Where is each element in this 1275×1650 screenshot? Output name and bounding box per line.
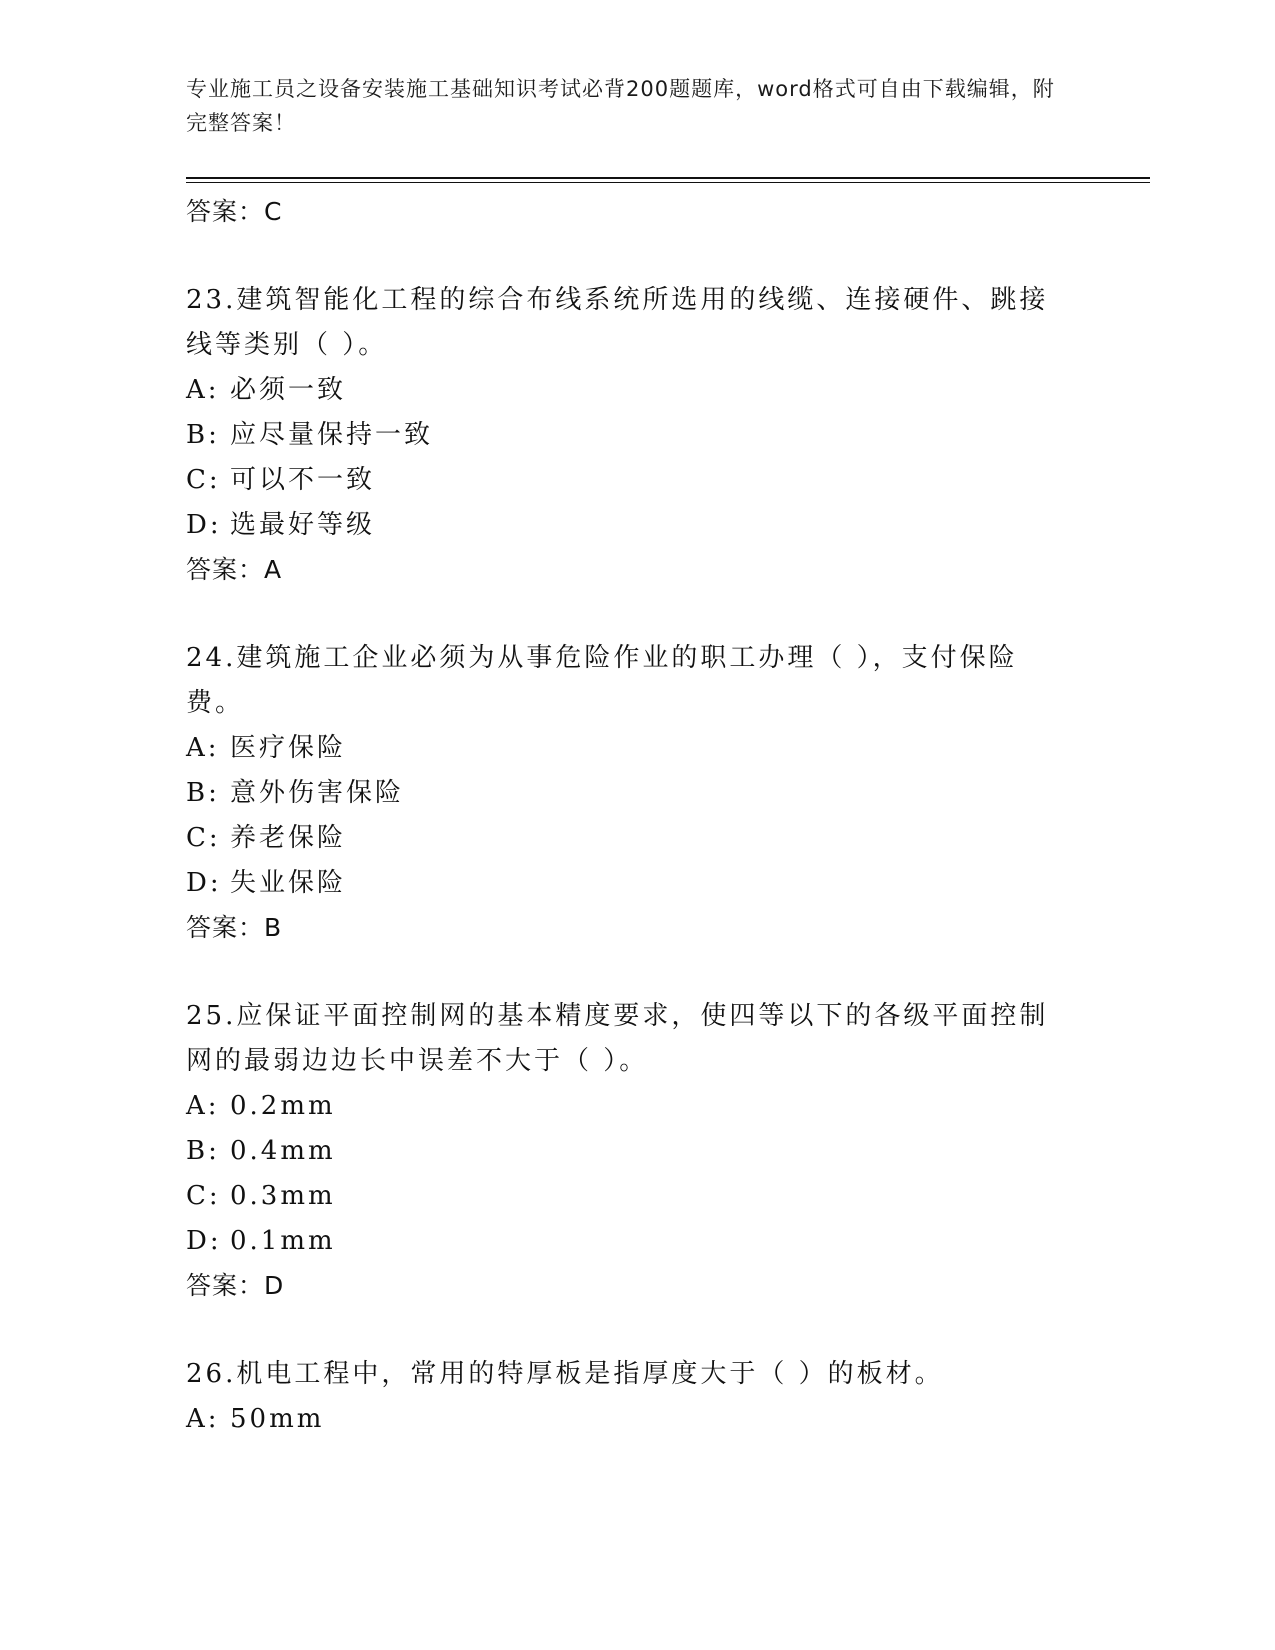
option-letter: C:	[186, 1181, 221, 1211]
option-c	[186, 1174, 1086, 1219]
option-text: 意外伤害保险	[230, 778, 405, 808]
option-b	[186, 413, 1086, 458]
option-letter: B:	[186, 778, 220, 808]
answer-line: 答案：C	[186, 197, 283, 226]
option-text: 失业保险	[230, 868, 347, 898]
answer-line: 答案：D	[186, 1271, 285, 1300]
question-block	[186, 636, 1086, 950]
option-b	[186, 771, 1086, 816]
option-a	[186, 1397, 1086, 1442]
option-letter: A:	[186, 733, 220, 763]
question-text: 24.建筑施工企业必须为从事危险作业的职工办理（ ），支付保险费。	[186, 643, 1018, 718]
option-letter: D:	[186, 1226, 222, 1256]
question-block	[186, 994, 1086, 1308]
option-text: 应尽量保持一致	[230, 420, 434, 450]
answer-line: 答案：B	[186, 913, 283, 942]
option-text: 可以不一致	[230, 465, 376, 495]
option-a	[186, 1084, 1086, 1129]
option-text: 50mm	[230, 1404, 325, 1434]
option-letter: C:	[186, 823, 221, 853]
option-d	[186, 1219, 1086, 1264]
question-list	[186, 190, 1086, 1442]
option-text: 0.3mm	[230, 1181, 336, 1211]
option-letter: A:	[186, 1404, 220, 1434]
answer-line: 答案：A	[186, 555, 283, 584]
header-divider-thin	[186, 182, 1150, 183]
option-letter: D:	[186, 510, 222, 540]
option-text: 0.2mm	[230, 1091, 336, 1121]
option-text: 0.4mm	[230, 1136, 336, 1166]
option-d	[186, 861, 1086, 906]
question-text: 23.建筑智能化工程的综合布线系统所选用的线缆、连接硬件、跳接线等类别（ ）。	[186, 285, 1049, 360]
question-text: 25.应保证平面控制网的基本精度要求，使四等以下的各级平面控制网的最弱边边长中误差不大于（ ）。	[186, 1001, 1049, 1076]
question-block	[186, 278, 1086, 592]
question-text: 26.机电工程中，常用的特厚板是指厚度大于（ ）的板材。	[186, 1359, 944, 1389]
option-letter: A:	[186, 1091, 220, 1121]
option-letter: A:	[186, 375, 220, 405]
option-text: 选最好等级	[230, 510, 376, 540]
question-block	[186, 1352, 1086, 1442]
option-text: 养老保险	[230, 823, 347, 853]
option-a	[186, 726, 1086, 771]
option-letter: C:	[186, 465, 221, 495]
option-a	[186, 368, 1086, 413]
option-c	[186, 816, 1086, 861]
option-text: 医疗保险	[230, 733, 347, 763]
option-b	[186, 1129, 1086, 1174]
header-divider	[186, 177, 1150, 179]
option-text: 必须一致	[230, 375, 347, 405]
option-c	[186, 458, 1086, 503]
option-letter: B:	[186, 420, 220, 450]
option-d	[186, 503, 1086, 548]
option-text: 0.1mm	[230, 1226, 336, 1256]
option-letter: B:	[186, 1136, 220, 1166]
document-header: 专业施工员之设备安装施工基础知识考试必背200题题库，word格式可自由下载编辑，附完整答案！	[186, 77, 1055, 135]
option-letter: D:	[186, 868, 222, 898]
